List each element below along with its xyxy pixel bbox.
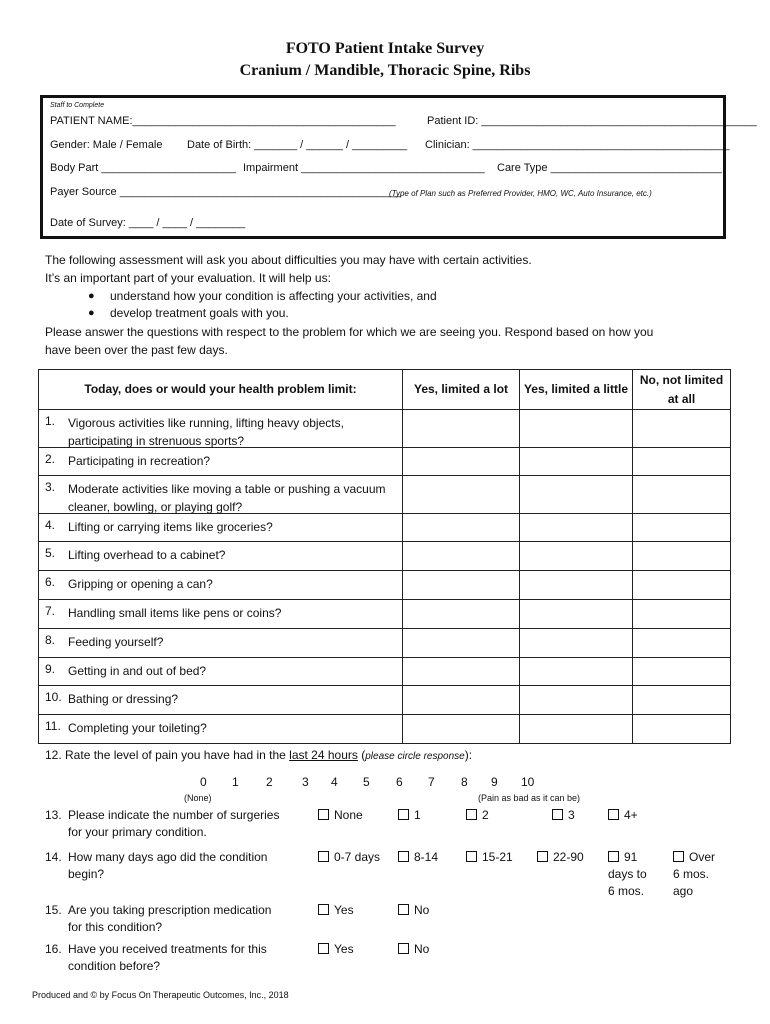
table-header-row — [39, 370, 731, 410]
clinician-field[interactable]: Clinician: __________________________________________ — [425, 139, 730, 151]
q14-option-0-7[interactable]: 0-7 days — [318, 850, 380, 864]
q16-option-yes[interactable]: Yes — [318, 942, 354, 956]
response-limited-a-lot[interactable] — [403, 629, 520, 658]
response-limited-a-lot[interactable] — [403, 476, 520, 514]
q14-option-22-90[interactable]: 22-90 — [537, 850, 584, 864]
pain-scale-option[interactable]: 4 — [331, 775, 338, 789]
pain-scale-option[interactable]: 7 — [428, 775, 435, 789]
response-limited-a-little[interactable] — [520, 448, 633, 476]
form-subtitle: Cranium / Mandible, Thoracic Spine, Ribs — [239, 62, 531, 79]
table-row — [39, 658, 731, 686]
q13-option-3[interactable]: 3 — [552, 808, 575, 822]
payer-source-field[interactable]: Payer Source ______________________________________________ — [50, 186, 402, 198]
question-text: Vigorous activities like running, lifting heavy objects, participating in strenuous sports? — [68, 416, 344, 448]
impairment-field[interactable]: Impairment ______________________________ — [243, 162, 485, 174]
question-number: 11. — [45, 719, 61, 733]
table-row — [39, 629, 731, 658]
q13-line1: Please indicate the number of surgeries — [68, 808, 280, 822]
q13-option-1[interactable]: 1 — [398, 808, 421, 822]
response-not-limited[interactable] — [633, 476, 731, 514]
pain-scale-option[interactable]: 9 — [491, 775, 498, 789]
response-not-limited[interactable] — [633, 514, 731, 542]
question-number: 4. — [45, 518, 56, 532]
q14-line2: begin? — [68, 867, 105, 881]
patient-id-field[interactable]: Patient ID: _____________________________________________ — [427, 115, 757, 127]
table-row — [39, 476, 731, 514]
question-number: 3. — [45, 480, 56, 494]
checkbox-icon[interactable] — [318, 809, 329, 820]
question-text: Lifting or carrying items like groceries? — [68, 520, 273, 534]
dob-field[interactable]: Date of Birth: _______ / ______ / _________ — [187, 139, 408, 151]
response-limited-a-little[interactable] — [520, 686, 633, 715]
q16-line2: condition before? — [68, 959, 161, 973]
response-limited-a-little[interactable] — [520, 514, 633, 542]
checkbox-icon[interactable] — [398, 943, 409, 954]
checkbox-icon[interactable] — [466, 851, 477, 862]
q16-num: 16. — [45, 942, 62, 956]
body-part-field[interactable]: Body Part ______________________ — [50, 162, 236, 174]
pain-scale-option[interactable]: 10 — [521, 775, 535, 789]
question-text: Completing your toileting? — [68, 721, 207, 735]
intro-bullet-1: understand how your condition is affecting your activities, and — [110, 289, 437, 303]
question-cell — [39, 600, 403, 629]
checkbox-icon[interactable] — [552, 809, 563, 820]
q13-option-2[interactable]: 2 — [466, 808, 489, 822]
pain-scale-low-label: (None) — [184, 793, 212, 803]
question-cell — [39, 686, 403, 715]
q14-option-8-14[interactable]: 8-14 — [398, 850, 438, 864]
q15-num: 15. — [45, 903, 62, 917]
checkbox-icon[interactable] — [398, 851, 409, 862]
table-row — [39, 514, 731, 542]
checkbox-icon[interactable] — [608, 809, 619, 820]
intro-line-1: The following assessment will ask you about difficulties you may have with certain activities. — [45, 253, 532, 267]
intro-line-2: It’s an important part of your evaluation. It will help us: — [45, 271, 331, 285]
response-limited-a-lot[interactable] — [403, 542, 520, 571]
header-limited-a-lot: Yes, limited a lot — [403, 370, 520, 410]
response-not-limited[interactable] — [633, 410, 731, 448]
question-text: Feeding yourself? — [68, 635, 164, 649]
q15-line1: Are you taking prescription medication — [68, 903, 272, 917]
q13-option-none[interactable]: None — [318, 808, 363, 822]
question-cell — [39, 571, 403, 600]
response-not-limited[interactable] — [633, 448, 731, 476]
checkbox-icon[interactable] — [398, 809, 409, 820]
question-number: 2. — [45, 452, 56, 466]
activity-limitation-table — [38, 369, 731, 744]
date-of-survey-field[interactable]: Date of Survey: ____ / ____ / ________ — [50, 217, 246, 229]
table-row — [39, 448, 731, 476]
question-text: Lifting overhead to a cabinet? — [68, 548, 226, 562]
question-number: 10. — [45, 690, 62, 704]
question-cell — [39, 658, 403, 686]
q14-option-91-days[interactable]: 91 — [608, 850, 637, 864]
checkbox-icon[interactable] — [318, 943, 329, 954]
response-not-limited[interactable] — [633, 600, 731, 629]
header-not-limited: No, not limited at all — [633, 370, 731, 410]
checkbox-icon[interactable] — [318, 851, 329, 862]
q14-option-91-line2: days to — [608, 867, 647, 881]
q15-option-no[interactable]: No — [398, 903, 429, 917]
response-limited-a-lot[interactable] — [403, 658, 520, 686]
pain-scale-high-label: (Pain as bad as it can be) — [478, 793, 581, 803]
response-limited-a-lot[interactable] — [403, 686, 520, 715]
response-limited-a-lot[interactable] — [403, 715, 520, 744]
question-cell — [39, 476, 403, 514]
checkbox-icon[interactable] — [608, 851, 619, 862]
question-cell — [39, 542, 403, 571]
response-limited-a-little[interactable] — [520, 542, 633, 571]
form-title: FOTO Patient Intake Survey — [285, 40, 485, 57]
q14-option-over-line3: ago — [673, 884, 694, 898]
pain-scale-option[interactable]: 6 — [396, 775, 403, 789]
checkbox-icon[interactable] — [318, 904, 329, 915]
response-limited-a-little[interactable] — [520, 600, 633, 629]
question-cell — [39, 514, 403, 542]
pain-scale-option[interactable]: 3 — [302, 775, 309, 789]
question-number: 8. — [45, 633, 56, 647]
q14-option-over-6-mos[interactable]: Over — [673, 850, 715, 864]
q13-num: 13. — [45, 808, 62, 822]
footer-copyright: Produced and © by Focus On Therapeutic Outcomes, Inc., 2018 — [32, 990, 289, 1000]
table-row — [39, 600, 731, 629]
q14-num: 14. — [45, 850, 62, 864]
care-type-field[interactable]: Care Type ____________________________ — [497, 162, 722, 174]
response-limited-a-lot[interactable] — [403, 448, 520, 476]
response-limited-a-lot[interactable] — [403, 514, 520, 542]
pain-scale-option[interactable]: 2 — [266, 775, 273, 789]
question-cell — [39, 715, 403, 744]
q12-prompt: 12. Rate the level of pain you have had in the last 24 hours (please circle response): — [45, 748, 473, 762]
table-row — [39, 571, 731, 600]
response-not-limited[interactable] — [633, 686, 731, 715]
question-cell — [39, 448, 403, 476]
pain-scale-option[interactable]: 5 — [363, 775, 370, 789]
checkbox-icon[interactable] — [398, 904, 409, 915]
response-not-limited[interactable] — [633, 571, 731, 600]
patient-name-field[interactable]: PATIENT NAME:___________________________________________ — [50, 115, 396, 127]
question-cell — [39, 629, 403, 658]
pain-scale-option[interactable]: 0 — [200, 775, 207, 789]
question-number: 6. — [45, 575, 56, 589]
table-row — [39, 686, 731, 715]
response-limited-a-little[interactable] — [520, 629, 633, 658]
question-text: Moderate activities like moving a table or pushing a vacuum cleaner, bowling, or playing golf? — [68, 482, 386, 514]
response-limited-a-little[interactable] — [520, 476, 633, 514]
question-number: 7. — [45, 604, 56, 618]
pain-scale-option[interactable]: 8 — [461, 775, 468, 789]
response-limited-a-little[interactable] — [520, 571, 633, 600]
bullet-icon: ● — [88, 307, 95, 319]
response-not-limited[interactable] — [633, 542, 731, 571]
gender-field[interactable]: Gender: Male / Female — [50, 139, 163, 151]
q15-line2: for this condition? — [68, 920, 163, 934]
intro-line-4: have been over the past few days. — [45, 343, 228, 357]
q14-option-over-line2: 6 mos. — [673, 867, 710, 881]
staff-heading: Staff to Complete — [50, 102, 105, 109]
response-not-limited[interactable] — [633, 629, 731, 658]
response-limited-a-lot[interactable] — [403, 600, 520, 629]
q13-line2: for your primary condition. — [68, 825, 207, 839]
q13-option-4plus[interactable]: 4+ — [608, 808, 638, 822]
question-number: 9. — [45, 662, 56, 676]
payer-note: (Type of Plan such as Preferred Provider, HMO, WC, Auto Insurance, etc.) — [389, 189, 652, 198]
checkbox-icon[interactable] — [537, 851, 548, 862]
response-limited-a-little[interactable] — [520, 658, 633, 686]
question-cell — [39, 410, 403, 448]
header-question: Today, does or would your health problem limit: — [39, 370, 403, 410]
q15-option-yes[interactable]: Yes — [318, 903, 354, 917]
pain-scale-option[interactable]: 1 — [232, 775, 239, 789]
response-limited-a-lot[interactable] — [403, 410, 520, 448]
question-number: 1. — [45, 414, 56, 428]
q14-line1: How many days ago did the condition — [68, 850, 268, 864]
header-limited-a-little: Yes, limited a little — [520, 370, 633, 410]
response-limited-a-little[interactable] — [520, 410, 633, 448]
response-limited-a-little[interactable] — [520, 715, 633, 744]
q16-line1: Have you received treatments for this — [68, 942, 267, 956]
checkbox-icon[interactable] — [466, 809, 477, 820]
checkbox-icon[interactable] — [673, 851, 684, 862]
intro-bullet-2: develop treatment goals with you. — [110, 306, 289, 320]
table-row — [39, 410, 731, 448]
table-row — [39, 542, 731, 571]
question-text: Handling small items like pens or coins? — [68, 606, 282, 620]
response-limited-a-lot[interactable] — [403, 571, 520, 600]
question-number: 5. — [45, 546, 56, 560]
question-text: Gripping or opening a can? — [68, 577, 213, 591]
table-row — [39, 715, 731, 744]
question-text: Participating in recreation? — [68, 454, 211, 468]
question-text: Getting in and out of bed? — [68, 664, 207, 678]
response-not-limited[interactable] — [633, 715, 731, 744]
bullet-icon: ● — [88, 290, 95, 302]
q14-option-91-line3: 6 mos. — [608, 884, 645, 898]
question-text: Bathing or dressing? — [68, 692, 179, 706]
q16-option-no[interactable]: No — [398, 942, 429, 956]
intro-line-3: Please answer the questions with respect to the problem for which we are seeing you. Respond based on how you — [45, 325, 654, 339]
response-not-limited[interactable] — [633, 658, 731, 686]
q14-option-15-21[interactable]: 15-21 — [466, 850, 513, 864]
